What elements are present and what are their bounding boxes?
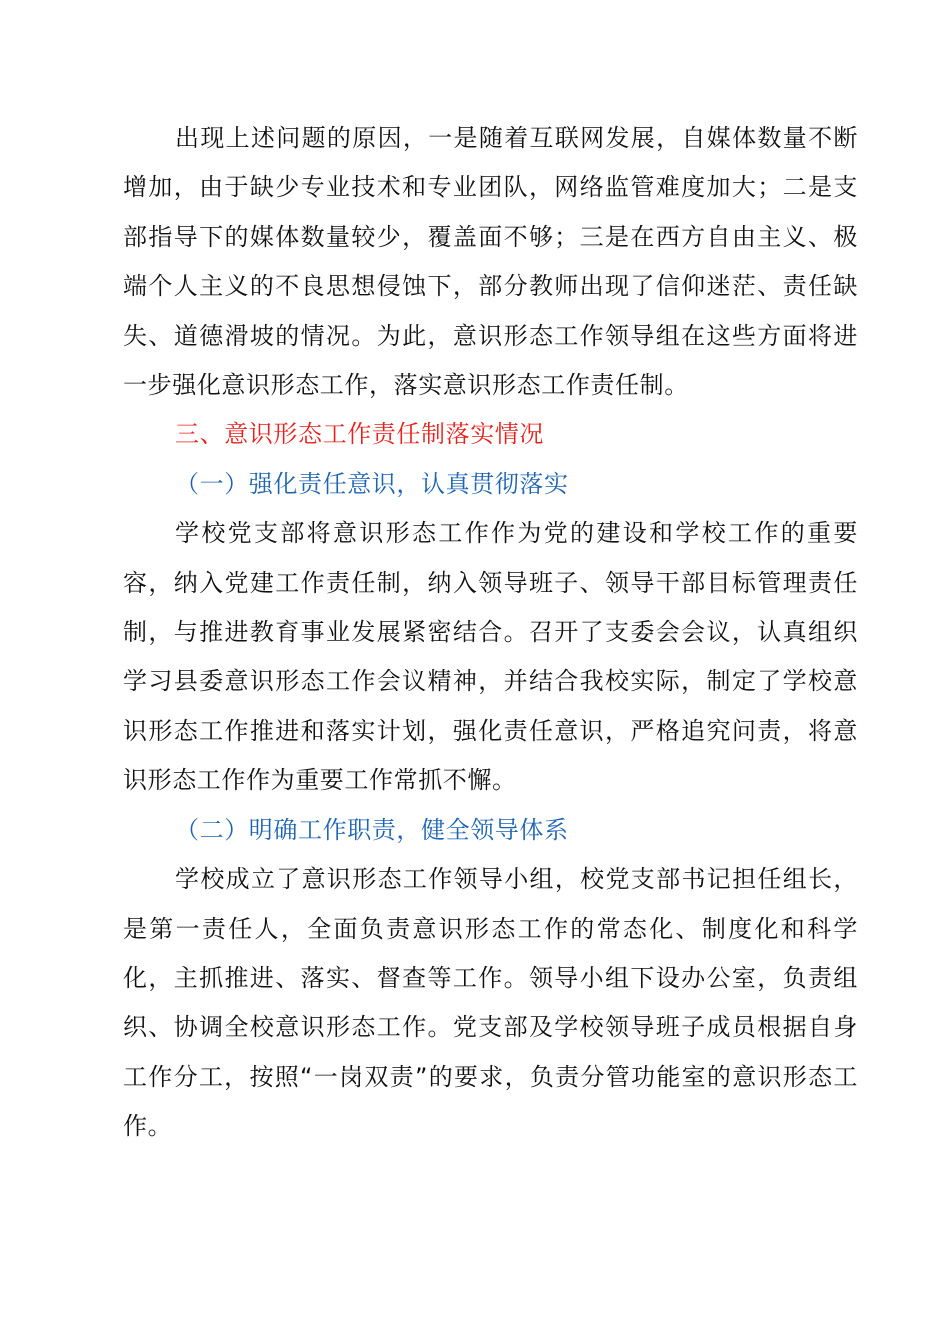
subsection-heading-2: （二）明确工作职责，健全领导体系 xyxy=(175,815,569,844)
subsection-heading-1: （一）强化责任意识，认真贯彻落实 xyxy=(175,469,569,498)
paragraph-responsibility-awareness: 学校党支部将意识形态工作作为党的建设和学校工作的重要容，纳入党建工作责任制，纳入领导班子、领导干部目标管理责任制，与推进教育事业发展紧密结合。召开了支委会会议，认真组织学习县委意识形态工作会议精神，并结合我校实际，制定了学校意识形态工作推进和落实计划，强化责任意识，严格追究问责，将意识形态工作作为重要工作常抓不懈。 xyxy=(123,519,858,795)
document-body xyxy=(123,114,858,1152)
paragraph-problem-causes: 出现上述问题的原因，一是随着互联网发展，自媒体数量不断增加，由于缺少专业技术和专业团队，网络监管难度加大；二是支部指导下的媒体数量较少，覆盖面不够；三是在西方自由主义、极端个人主义的不良思想侵蚀下，部分教师出现了信仰迷茫、责任缺失、道德滑坡的情况。为此，意识形态工作领导组在这些方面将进一步强化意识形态工作，落实意识形态工作责任制。 xyxy=(123,124,858,400)
section-heading-3: 三、意识形态工作责任制落实情况 xyxy=(175,420,544,449)
paragraph-leadership-system: 学校成立了意识形态工作领导小组，校党支部书记担任组长，是第一责任人，全面负责意识形态工作的常态化、制度化和科学化，主抓推进、落实、督查等工作。领导小组下设办公室，负责组织、协调全校意识形态工作。党支部及学校领导班子成员根据自身工作分工，按照“一岗双责”的要求，负责分管功能室的意识形态工作。 xyxy=(123,865,858,1141)
